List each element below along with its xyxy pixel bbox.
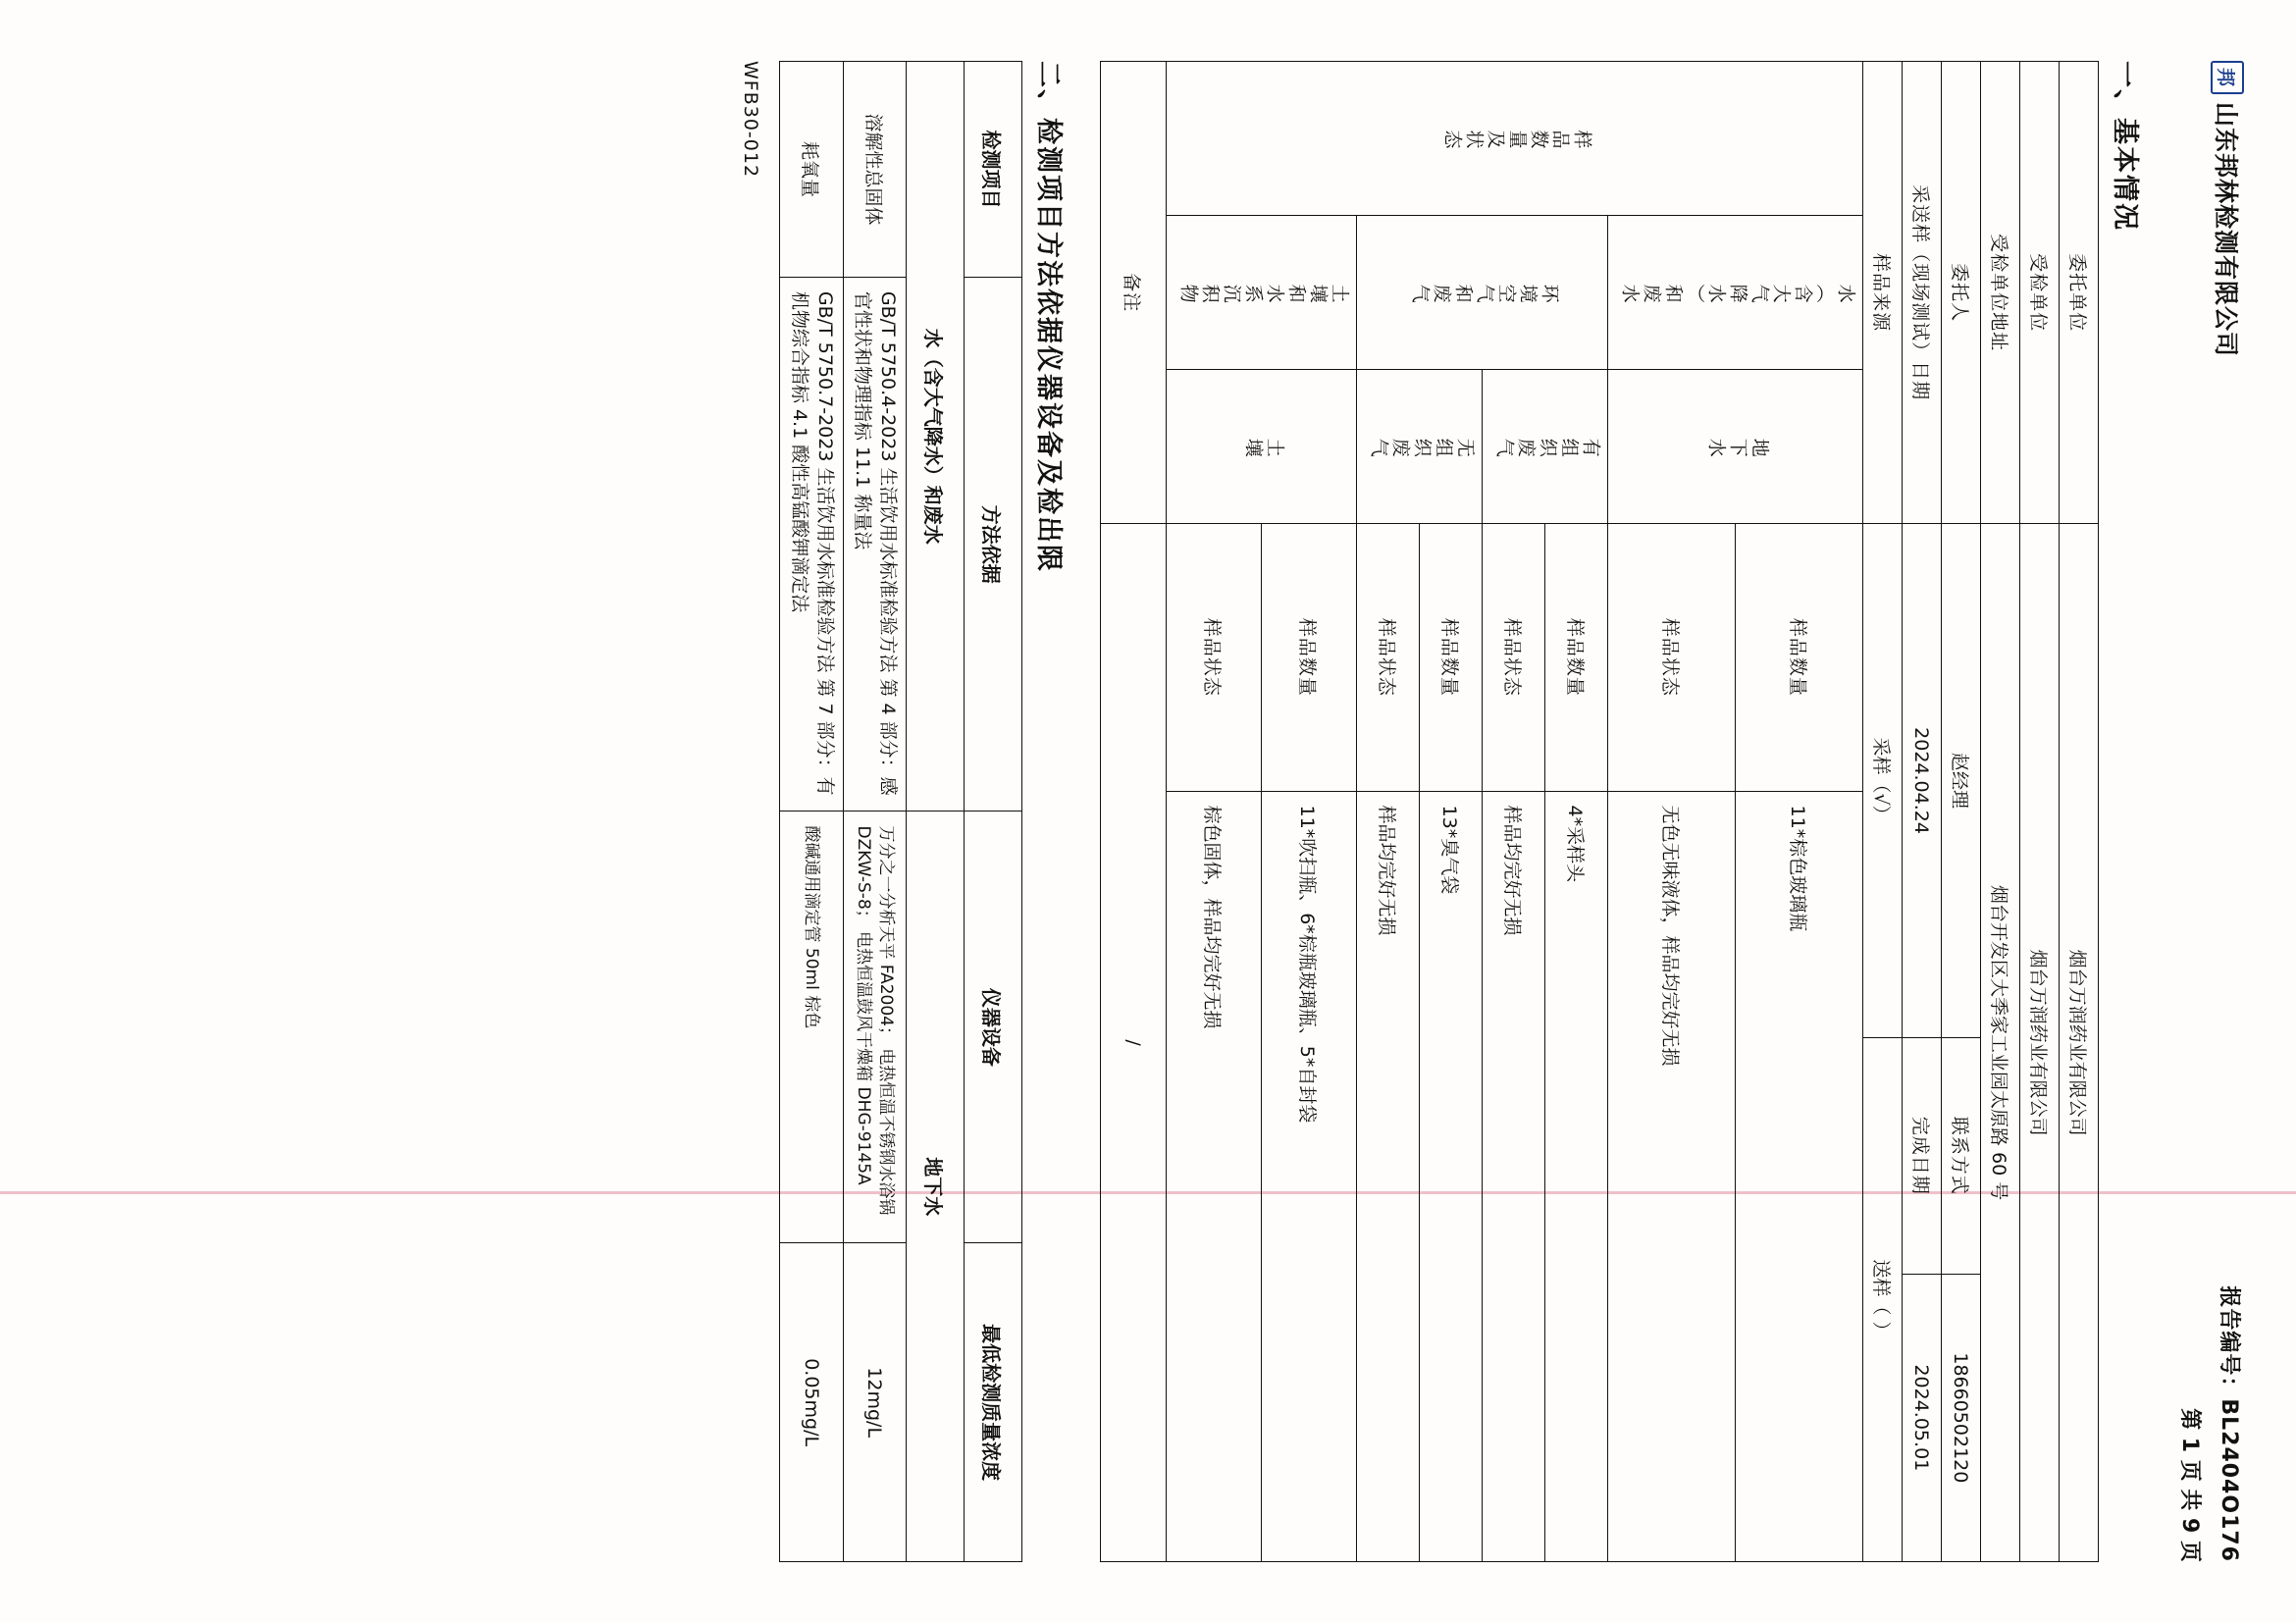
table-row xyxy=(1261,62,1356,1562)
method-table xyxy=(779,61,1022,1562)
report-number-value: BL2404O176 xyxy=(2217,1398,2241,1562)
table-row xyxy=(780,62,843,1562)
table-header-row xyxy=(964,62,1021,1562)
row-value-inspected: 烟台万润药业有限公司 xyxy=(2019,524,2059,1562)
col-header-limit: 最低检测质量浓度 xyxy=(964,1243,1021,1562)
col-header-method: 方法依据 xyxy=(964,277,1021,812)
group-name-air: 环境空气和废气 xyxy=(1356,216,1607,370)
row-label-inspected: 受检单位 xyxy=(2019,62,2059,524)
row-label-client: 委托单位 xyxy=(2059,62,2098,524)
row-label-phone: 联系方式 xyxy=(1941,1037,1980,1274)
field-value: 无色无味液体，样品均完好无损 xyxy=(1607,791,1735,1561)
table-row xyxy=(2059,62,2098,1562)
cell-limit: 0.05mg/L xyxy=(780,1243,843,1562)
group-name-water: 水（含大气降水）和废水 xyxy=(1607,216,1862,370)
field-key: 样品数量 xyxy=(1261,524,1356,791)
row-label-sample-source: 样品来源 xyxy=(1862,62,1902,524)
field-key: 样品数量 xyxy=(1419,524,1482,791)
cell-device: 万分之一分析天平 FA2004； 电热恒温不锈钢水浴锅 DZKW-S-8； 电热恒温鼓风干燥箱 DHG-9145A xyxy=(843,812,906,1243)
cell-item: 耗氧量 xyxy=(780,62,843,278)
field-value: 13*臭气袋 xyxy=(1419,791,1482,1561)
field-value: 棕色固体，样品均完好无损 xyxy=(1166,791,1261,1561)
document-header xyxy=(2172,61,2245,1562)
field-key: 样品数量 xyxy=(1735,524,1862,791)
company-logo-icon: 邦 xyxy=(2211,61,2244,94)
table-row xyxy=(906,62,964,1562)
row-label-address: 受检单位地址 xyxy=(1980,62,2019,524)
report-number-label: 报告编号： xyxy=(2217,1285,2241,1399)
table-row xyxy=(1544,62,1607,1562)
field-key: 样品数量 xyxy=(1544,524,1607,791)
table-row xyxy=(1862,62,1902,1562)
col-header-item: 检测项目 xyxy=(964,62,1021,278)
remark-value: / xyxy=(1100,524,1166,1562)
company-name: 山东邦林检测有限公司 xyxy=(2212,102,2240,358)
sample-block-label: 样品数量及状态 xyxy=(1166,62,1862,216)
report-number xyxy=(2212,1285,2245,1562)
cell-limit: 12mg/L xyxy=(843,1243,906,1562)
table-row xyxy=(1100,62,1166,1562)
row-value-sampling-date: 2024.04.24 xyxy=(1902,524,1941,1038)
checkbox-sampling[interactable]: 采样（√） xyxy=(1862,524,1902,1038)
group-sub-unorganized-gas: 无组织废气 xyxy=(1356,370,1482,524)
row-label-sampling-date: 采送样（现场测试）日期 xyxy=(1902,62,1941,524)
group-sub-organized-gas: 有组织废气 xyxy=(1482,370,1607,524)
field-key: 样品状态 xyxy=(1482,524,1544,791)
row-value-finish-date: 2024.05.01 xyxy=(1902,1274,1941,1561)
table-row xyxy=(1735,62,1862,1562)
group-sub-groundwater: 地下水 xyxy=(1607,370,1862,524)
group-sub-soil: 土壤 xyxy=(1166,370,1356,524)
section-2-title: 二、检测项目方法依据仪器设备及检出限 xyxy=(1032,61,1064,573)
field-value: 样品均完好无损 xyxy=(1482,791,1544,1561)
report-meta xyxy=(2172,1285,2245,1562)
row-value-client: 烟台万润药业有限公司 xyxy=(2059,524,2098,1562)
group-name-soil: 土壤和水系沉积物 xyxy=(1166,216,1356,370)
row-value-address: 烟台开发区大季家工业园太原路 60 号 xyxy=(1980,524,2019,1562)
basic-info-table xyxy=(1100,61,2099,1562)
table-row xyxy=(1902,62,1941,1562)
row-label-finish-date: 完成日期 xyxy=(1902,1037,1941,1274)
field-key: 样品状态 xyxy=(1607,524,1735,791)
company-title xyxy=(2210,61,2245,357)
col-header-device: 仪器设备 xyxy=(964,812,1021,1243)
group-sub-groundwater-2: 地下水 xyxy=(906,812,964,1562)
section-1-title: 一、基本情况 xyxy=(2109,61,2140,232)
cell-device: 酸碱通用滴定管 50ml 棕色 xyxy=(780,812,843,1243)
table-row xyxy=(2019,62,2059,1562)
table-row xyxy=(1941,62,1980,1562)
row-value-contact-name: 赵经理 xyxy=(1941,524,1980,1038)
field-key: 样品状态 xyxy=(1356,524,1419,791)
field-value: 11*吹扫瓶、6*棕瓶玻璃瓶、5*自封袋 xyxy=(1261,791,1356,1561)
field-value: 样品均完好无损 xyxy=(1356,791,1419,1561)
form-number: WFB30-012 xyxy=(740,61,762,179)
checkbox-sending[interactable]: 送样（ ） xyxy=(1862,1037,1902,1561)
table-row xyxy=(1980,62,2019,1562)
page-indicator: 第 1 页 共 9 页 xyxy=(2176,1408,2202,1562)
cell-item: 溶解性总固体 xyxy=(843,62,906,278)
group-title-water: 水（含大气降水）和废水 xyxy=(906,62,964,812)
remark-label: 备注 xyxy=(1100,62,1166,524)
row-value-phone: 18660502120 xyxy=(1941,1274,1980,1561)
field-value: 11*棕色玻璃瓶 xyxy=(1735,791,1862,1561)
table-row xyxy=(843,62,906,1562)
cell-method: GB/T 5750.4-2023 生活饮用水标准检验方法 第 4 部分：感官性状和物理指标 11.1 称量法 xyxy=(843,277,906,812)
cell-method: GB/T 5750.7-2023 生活饮用水标准检验方法 第 7 部分：有机物综合指标 4.1 酸性高锰酸钾滴定法 xyxy=(780,277,843,812)
field-key: 样品状态 xyxy=(1166,524,1261,791)
field-value: 4*采样头 xyxy=(1544,791,1607,1561)
row-label-contact: 委托人 xyxy=(1941,62,1980,524)
